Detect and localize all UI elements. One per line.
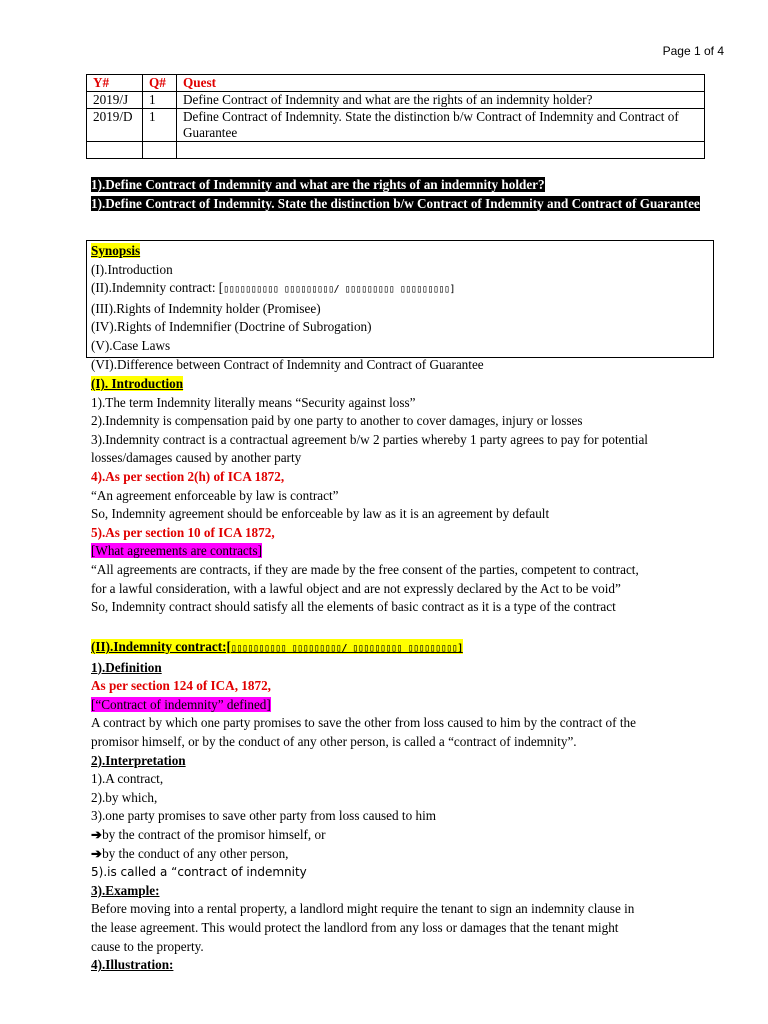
cell-question: Define Contract of Indemnity and what are the rights of an indemnity holder? [177,92,705,109]
synopsis-title: Synopsis [91,243,141,258]
cell-qno [143,142,177,159]
paragraph: 3).Indemnity contract is a contractual agreement b/w 2 parties whereby 1 party agrees to pay for potential losses/damages caused by another party [91,431,648,466]
question-headings [91,176,716,213]
synopsis-item: (V).Case Laws [91,337,171,353]
header-year: Y# [87,75,143,92]
paragraph: So, Indemnity agreement should be enforceable by law as it is an agreement by default [91,506,550,522]
quote: “All agreements are contracts, if they are made by the free consent of the parties, competent to contract, [91,561,639,577]
table-row [87,92,705,109]
cell-qno: 1 [143,92,177,109]
synopsis-item: (IV).Rights of Indemnifier (Doctrine of Subrogation) [91,319,372,335]
arrow-icon: ➔ [91,826,103,842]
subsection-heading: 4).Illustration: [91,957,174,973]
section-tag: [“Contract of indemnity” defined] [91,696,271,712]
section-tag: [What agreements are contracts] [91,543,262,559]
subsection-heading: 5).As per section 10 of ICA 1872, [91,524,275,540]
question-heading-2: 1).Define Contract of Indemnity. State the distinction b/w Contract of Indemnity and Contract of Guarantee [91,195,700,211]
question-heading-1: 1).Define Contract of Indemnity and what are the rights of an indemnity holder? [91,177,545,192]
synopsis-box [86,240,714,372]
synopsis-item: (III).Rights of Indemnity holder (Promisee) [91,300,321,316]
quote: “An agreement enforceable by law is contract” [91,487,339,503]
table-row [87,142,705,159]
header-question: Quest [177,75,705,92]
list-item: 3).one party promises to save other party from loss caused to him [91,808,436,824]
arrow-icon: ➔ [91,845,103,861]
cell-year [87,142,143,159]
subsection-heading: 4).As per section 2(h) of ICA 1872, [91,468,285,484]
header-qno: Q# [143,75,177,92]
section-heading: (I). Introduction [91,376,184,391]
question-table [86,74,705,159]
cell-year: 2019/J [87,92,143,109]
heading-boxed-text: ▯▯▯▯▯▯▯▯▯▯ ▯▯▯▯▯▯▯▯▯/ ▯▯▯▯▯▯▯▯▯ ▯▯▯▯▯▯▯▯▯] [230,643,463,654]
section-heading: (II).Indemnity contract:[ [91,639,231,654]
table-row [87,109,705,142]
list-item: 2).by which, [91,789,158,805]
paragraph: A contract by which one party promises to save the other from loss caused to him by the contract of the [91,715,636,731]
subsection-heading: 2).Interpretation [91,752,186,768]
cell-qno: 1 [143,109,177,142]
section-reference: As per section 124 of ICA, 1872, [91,678,271,694]
indemnity-contract-section [91,638,716,975]
synopsis-item: (I).Introduction [91,261,173,277]
introduction-section [91,375,716,617]
paragraph: Before moving into a rental property, a landlord might require the tenant to sign an indemnity clause in [91,901,635,917]
paragraph: 1).The term Indemnity literally means “Security against loss” [91,394,416,410]
table-header-row [87,75,705,92]
paragraph: the lease agreement. This would protect the landlord from any loss or damages that the tenant might [91,919,619,935]
quote: for a lawful consideration, with a lawful object and are not expressly declared by the Act to be void” [91,580,621,596]
list-item: 5).is called a “contract of indemnity [91,865,307,880]
paragraph: 2).Indemnity is compensation paid by one party to another to cover damages, injury or losses [91,413,583,429]
cell-year: 2019/D [87,109,143,142]
list-item: by the conduct of any other person, [102,845,289,861]
list-item: 1).A contract, [91,771,164,787]
paragraph: cause to the property. [91,938,204,954]
paragraph: So, Indemnity contract should satisfy all the elements of basic contract as it is a type of the contract [91,599,616,615]
synopsis-item: (II).Indemnity contract: [ [91,280,224,296]
synopsis-boxed-text: ▯▯▯▯▯▯▯▯▯▯ ▯▯▯▯▯▯▯▯▯/ ▯▯▯▯▯▯▯▯▯ ▯▯▯▯▯▯▯▯▯] [223,284,456,296]
synopsis-item: (VI).Difference between Contract of Indemnity and Contract of Guarantee [91,356,484,372]
subsection-heading: 1).Definition [91,659,162,675]
subsection-heading: 3).Example: [91,882,160,898]
cell-question [177,142,705,159]
cell-question: Define Contract of Indemnity. State the distinction b/w Contract of Indemnity and Contract of Guarantee [177,109,705,142]
list-item: by the contract of the promisor himself, or [102,826,326,842]
paragraph: promisor himself, or by the conduct of any other person, is called a “contract of indemnity”. [91,733,577,749]
page-number: Page 1 of 4 [662,44,724,58]
